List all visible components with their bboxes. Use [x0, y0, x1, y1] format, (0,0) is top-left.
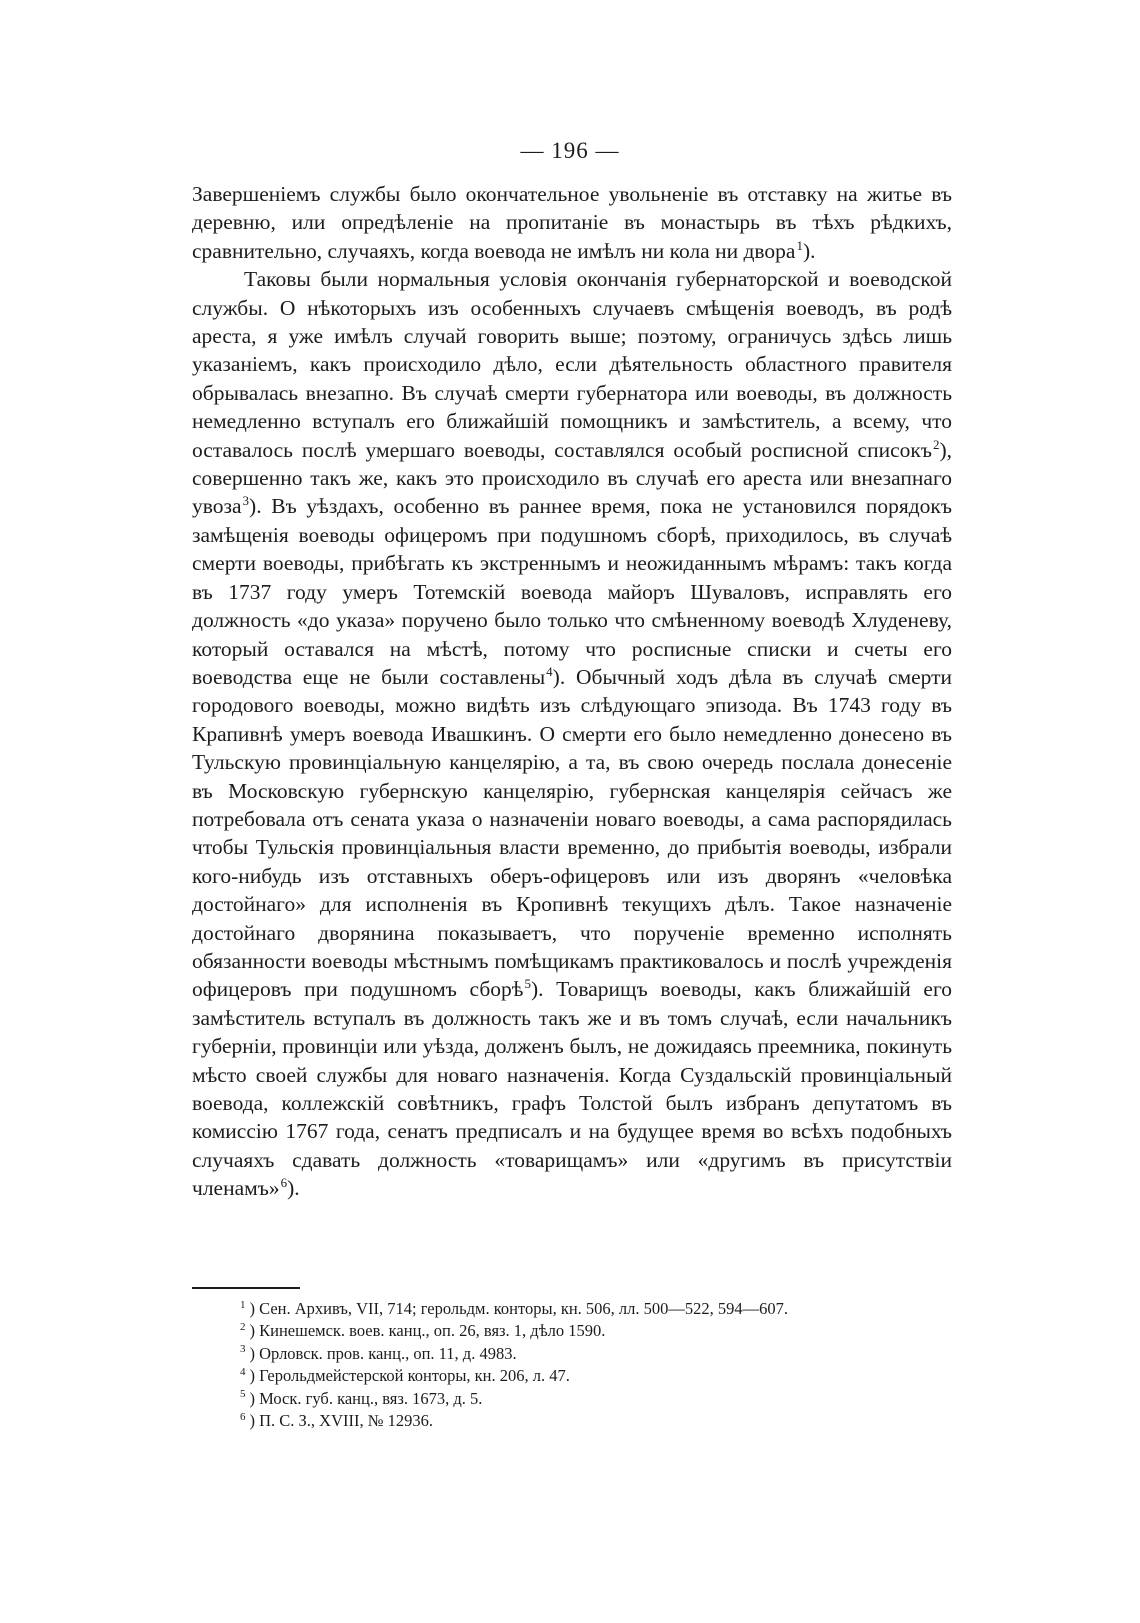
footnote-reference: 3 — [242, 493, 250, 509]
footnote-mark: 3 — [240, 1343, 246, 1356]
page-number: — 196 — — [520, 138, 620, 163]
footnote-reference: 4 — [546, 663, 553, 679]
paragraph — [192, 265, 952, 1202]
paragraph-text: ). Въ уѣздахъ, особенно въ раннее время, пока не установился порядокъ замѣщенія воеводы офицеромъ при подушномъ сборѣ, приходилось, въ случаѣ смерти воеводы, прибѣгать къ экстреннымъ и неожиданнымъ мѣрамъ: такъ когда въ 1737 году умеръ Тотемскій воевода майоръ Шуваловъ, исправлять его должность «до указа» поручено было только что смѣненному воеводѣ Хлуденеву, который оставался на мѣстѣ, потому что росписные списки и счеты его воеводства еще не были составлены — [192, 494, 952, 689]
footnote-mark: 1 — [240, 1298, 246, 1311]
paragraph-text: Завершеніемъ службы было окончательное увольненіе въ отставку на житье въ деревню, или опредѣленіе на пропитаніе въ монастырь въ тѣхъ рѣдкихъ, сравнительно, случаяхъ, когда воевода не имѣлъ ни кола ни двора — [192, 182, 952, 263]
footnotes — [240, 1298, 960, 1432]
paragraph-text: ). Товарищъ воеводы, какъ ближайшій его замѣститель вступалъ въ должность такъ же и въ томъ случаѣ, если начальникъ губерніи, провинціи или уѣзда, долженъ былъ, не дожидаясь преемника, покинуть мѣсто своей службы для новаго назначенія. Когда Суздальскій провинціальный воевода, коллежскій совѣтникъ, графъ Толстой былъ избранъ депутатомъ въ комиссію 1767 года, сенатъ предписалъ и на будущее время во всѣхъ подобныхъ случаяхъ сдавать должность «товарищамъ» или «другимъ въ присутствіи членамъ» — [192, 977, 952, 1201]
footnote-text: ) Орловск. пров. канц., оп. 11, д. 4983. — [249, 1343, 517, 1363]
paragraph — [192, 180, 952, 265]
footnote-mark: 4 — [240, 1365, 246, 1378]
body-text — [192, 180, 952, 1203]
paragraph-text: ). — [802, 238, 816, 263]
paragraph-text: ). — [287, 1176, 300, 1201]
footnote-mark: 6 — [240, 1410, 246, 1423]
footnote-reference: 5 — [524, 976, 531, 992]
footnote-text: ) П. С. З., XVIII, № 12936. — [249, 1411, 433, 1431]
footnote — [240, 1343, 960, 1365]
paragraph-text: ), совершенно такъ же, какъ это происходило въ случаѣ его ареста или внезапнаго увоза — [192, 437, 952, 519]
footnote-reference: 2 — [932, 436, 940, 452]
footnote-divider — [192, 1287, 300, 1289]
footnote-text: ) Герольдмейстерской конторы, кн. 206, л. 47. — [249, 1366, 570, 1386]
footnote-text: ) Кинешемск. воев. канц., оп. 26, вяз. 1, дѣло 1590. — [249, 1321, 606, 1341]
footnote — [240, 1410, 960, 1432]
footnote-reference: 6 — [280, 1175, 288, 1191]
footnote-mark: 5 — [240, 1388, 246, 1401]
footnote — [240, 1365, 960, 1387]
paragraph-text: Таковы были нормальныя условія окончанія губернаторской и воеводской службы. О нѣкоторыхъ изъ особенныхъ случаевъ смѣщенія воеводъ, въ родѣ ареста, я уже имѣлъ случай говорить выше; поэтому, ограничусь здѣсь лишь указаніемъ, какъ происходило дѣло, если дѣятельность областного правителя обрывалась внезапно. Въ случаѣ смерти губернатора или воеводы, въ должность немедленно вступалъ его ближайшій помощникъ и замѣститель, а всему, что оставалось послѣ умершаго воеводы, составлялся особый росписной списокъ — [192, 267, 952, 462]
footnote — [240, 1388, 960, 1410]
footnote — [240, 1298, 960, 1320]
paragraph-text: ). Обычный ходъ дѣла въ случаѣ смерти городового воеводы, можно видѣть изъ слѣдующаго эпизода. Въ 1743 году въ Крапивнѣ умеръ воевода Ивашкинъ. О смерти его было немедленно донесено въ Тульскую провинціальную канцелярію, а та, въ свою очередь послала донесеніе въ Московскую губернскую канцелярію, губернская канцелярія сейчасъ же потребовала отъ сената указа о назначеніи новаго воеводы, а сама распорядилась чтобы Тульскія провинціальныя власти временно, до прибытія воеводы, избрали кого-нибудь изъ отставныхъ оберъ-офицеровъ или изъ дворянъ «человѣка достойнаго» для исполненія въ Кропивнѣ текущихъ дѣлъ. Такое назначеніе достойнаго дворянина показываетъ, что порученіе временно исполнять обязанности воеводы мѣстнымъ помѣщикамъ практиковалось и послѣ учрежденія офицеровъ при подушномъ сборѣ — [192, 664, 952, 1002]
footnote-reference: 1 — [796, 237, 803, 253]
footnote-text: ) Сен. Архивъ, VII, 714; герольдм. конторы, кн. 506, лл. 500—522, 594—607. — [249, 1299, 789, 1318]
footnote-text: ) Моск. губ. канц., вяз. 1673, д. 5. — [249, 1388, 483, 1408]
footnote — [240, 1320, 960, 1342]
footnote-mark: 2 — [240, 1320, 246, 1333]
